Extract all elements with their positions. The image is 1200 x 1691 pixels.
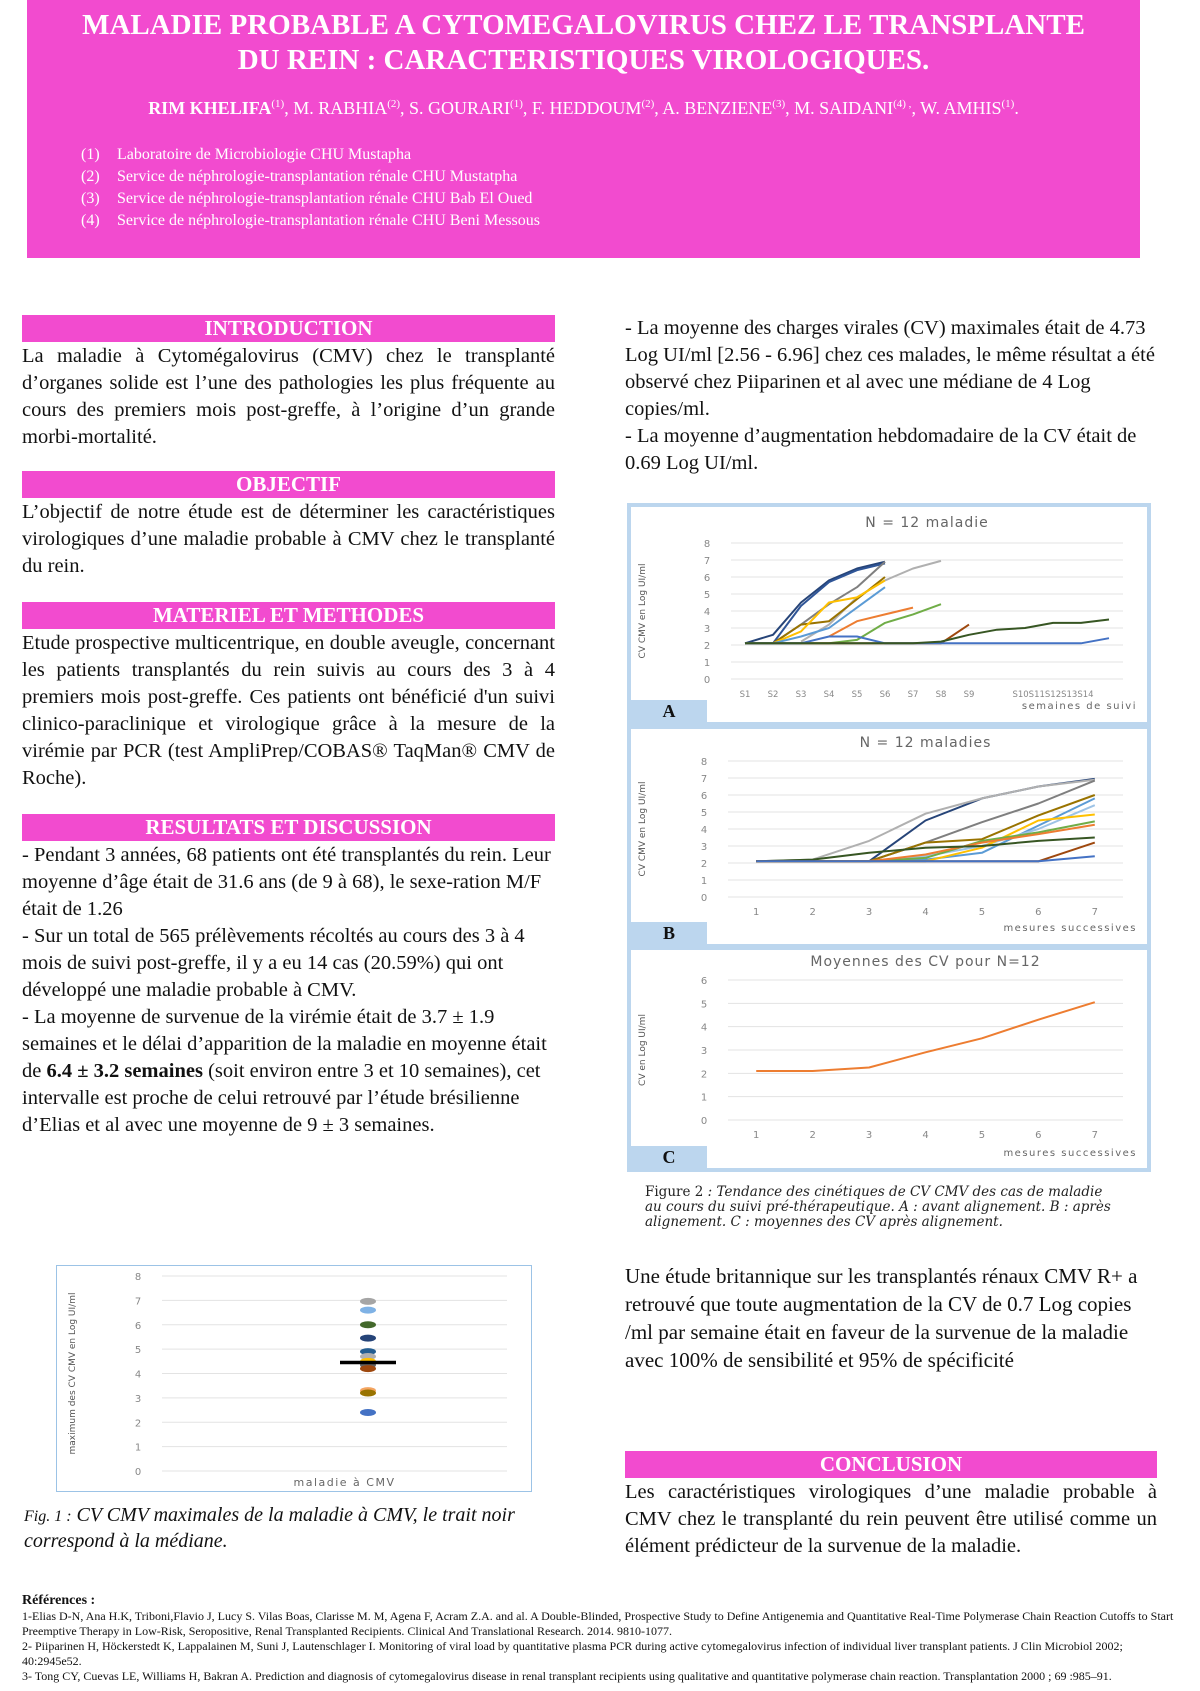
x-tick-label: S8 xyxy=(935,690,947,700)
affiliation-list xyxy=(81,144,540,232)
reference-item: 2- Piiparinen H, Höckerstedt K, Lappalainen M, Suni J, Lautenschlager I. Monitoring of viral load by quantitative plasma PCR during active cytomegalovirus infection of individual liver transplant patients. J Clin Microbiol 2002; 40:2945e52. xyxy=(22,1639,1123,1668)
y-axis-label: maximum des CV CMV en Log UI/ml xyxy=(68,1292,78,1455)
y-tick-label: 8 xyxy=(134,1272,142,1283)
resultats-paragraph-1: - Pendant 3 années, 68 patients ont été transplantés du rein. Leur moyenne d’âge était de 31.6 ans (de 9 à 68), le sexe-ration M/F était de 1.26 xyxy=(22,844,551,920)
x-tick-label: S3 xyxy=(795,690,807,700)
section-heading-methodes: MATERIEL ET METHODES xyxy=(22,602,555,629)
x-tick-label: S5 xyxy=(851,690,863,700)
x-tick-label: 2 xyxy=(809,907,816,918)
y-tick-label: 6 xyxy=(134,1320,142,1332)
chart-title: N = 12 maladies xyxy=(859,735,992,751)
author-name: RIM KHELIFA xyxy=(148,98,272,118)
x-tick-label: S6 xyxy=(879,690,891,700)
y-tick-label: 5 xyxy=(700,808,708,819)
right-column-bottom xyxy=(625,1262,1155,1374)
y-tick-label: 1 xyxy=(700,1092,708,1104)
introduction-text: La maladie à Cytomégalovirus (CMV) chez le transplanté d’organes solide est l’une des pathologies les plus fréquente au cours des premiers mois post-greffe, à l’origine d’un grande morbi-mortalité. xyxy=(22,345,555,448)
figure-2-caption-text: : Tendance des cinétiques de CV CMV des cas de maladie au cours du suivi pré-thérapeutique. A : avant alignement. B : après alignement. C : moyennes des CV après alignement. xyxy=(645,1184,1111,1230)
x-tick-label: 1 xyxy=(753,1130,760,1141)
chart-title: Moyennes des CV pour N=12 xyxy=(810,954,1041,970)
figure-1-caption-label: Fig. 1 : xyxy=(24,1508,72,1525)
y-tick-label: 7 xyxy=(700,774,708,785)
y-tick-label: 3 xyxy=(700,842,708,853)
affiliation-number: (4) xyxy=(81,212,100,229)
y-tick-label: 6 xyxy=(700,976,708,987)
figure-2-panel-c xyxy=(627,946,1151,1172)
reference-item: 1-Elias D-N, Ana H.K, Triboni,Flavio J, Lucy S. Vilas Boas, Clarisse M. M, Agena F, Acram Z.A. and al. A Double-Blinded, Prospective Study to Define Antigenemia and Quantitative Real-Time Polymerase Chain Reaction Cutoffs to Start Preemptive Therapy in Low-Risk, Seropositive, Renal Transplanted Recipients. Clinical And Translational Research. 2014. 9810-1077. xyxy=(22,1609,1174,1638)
resultats-right-paragraph-1: - La moyenne des charges virales (CV) maximales était de 4.73 Log UI/ml [2.56 - 6.96] chez ces malades, le même résultat a été observé chez Piiparinen et al avec une médiane de 4 Log copies/ml. xyxy=(625,317,1155,420)
data-point xyxy=(360,1365,376,1372)
title-line-2: DU REIN : CARACTERISTIQUES VIROLOGIQUES. xyxy=(237,44,930,76)
x-axis-label: mesures successives xyxy=(1003,1148,1137,1159)
reference-item: 3- Tong CY, Cuevas LE, Williams H, Bakran A. Prediction and diagnosis of cytomegalovirus disease in renal transplant recipients using qualitative and quantitative polymerase chain reaction. Transplantation 2000 ; 69 :985–91. xyxy=(22,1669,1112,1683)
x-tick-label: 3 xyxy=(865,907,873,918)
author-affiliation-marker: (1) xyxy=(510,98,523,110)
y-tick-label: 1 xyxy=(703,658,711,669)
section-heading-introduction: INTRODUCTION xyxy=(22,315,555,342)
author-affiliation-marker: (2) xyxy=(641,98,655,110)
y-tick-label: 8 xyxy=(700,757,708,768)
panel-label-a: A xyxy=(631,700,707,722)
x-tick-label: 5 xyxy=(978,1130,986,1141)
figure-1-caption-text: CV CMV maximales de la maladie à CMV, le trait noir correspond à la médiane. xyxy=(24,1504,515,1552)
y-tick-label: 8 xyxy=(703,539,711,550)
y-tick-label: 0 xyxy=(134,1467,142,1478)
affiliation-number: (3) xyxy=(81,190,100,207)
x-axis-label: semaines de suivi xyxy=(1021,701,1137,712)
affiliation-text: Laboratoire de Microbiologie CHU Mustapha xyxy=(117,146,412,163)
references xyxy=(22,1593,1182,1684)
x-axis-label: mesures successives xyxy=(1003,923,1137,934)
author-name: M. RABHIA xyxy=(293,98,388,118)
y-tick-label: 6 xyxy=(700,791,708,802)
x-tick-label: S10S11S12S13S14 xyxy=(1012,690,1094,700)
x-tick-label: S4 xyxy=(823,690,835,700)
author-name: W. AMHIS xyxy=(920,98,1002,118)
resultats-p3-end: (soit environ entre 3 et 10 semaines), cet intervalle est proche de celui retrouvé par l’étude brésilienne d’Elias et al avec une moyenne de 9 ± 3 semaines. xyxy=(22,1060,541,1136)
x-tick-label: 7 xyxy=(1091,1130,1098,1141)
panel-label-c: C xyxy=(631,1146,707,1168)
y-tick-label: 2 xyxy=(700,1069,708,1081)
section-heading-conclusion: CONCLUSION xyxy=(625,1451,1157,1478)
affiliation-number: (1) xyxy=(81,146,100,163)
author-name: M. SAIDANI xyxy=(794,98,894,118)
data-point xyxy=(360,1390,376,1397)
x-tick-label: 6 xyxy=(1035,1130,1042,1141)
x-tick-label: 2 xyxy=(809,1130,816,1141)
resultats-p3-bold: 6.4 ± 3.2 semaines xyxy=(46,1060,203,1082)
y-tick-label: 3 xyxy=(134,1393,142,1405)
x-tick-label: 4 xyxy=(922,907,929,918)
series-line xyxy=(756,795,1095,861)
y-tick-label: 3 xyxy=(700,1046,708,1057)
x-tick-label: S9 xyxy=(963,690,975,700)
poster-title xyxy=(27,8,1140,78)
figure-1-caption xyxy=(24,1503,544,1554)
y-tick-label: 1 xyxy=(700,876,708,887)
y-tick-label: 2 xyxy=(703,641,711,652)
title-line-1: MALADIE PROBABLE A CYTOMEGALOVIRUS CHEZ LE TRANSPLANTE xyxy=(82,9,1085,41)
y-tick-label: 7 xyxy=(134,1296,142,1308)
figure-2-panel-a xyxy=(627,503,1151,726)
y-tick-label: 4 xyxy=(703,607,711,618)
x-axis-label: maladie à CMV xyxy=(293,1476,396,1489)
x-tick-label: S7 xyxy=(907,690,919,700)
y-tick-label: 6 xyxy=(703,573,711,584)
series-line xyxy=(756,1002,1095,1071)
y-tick-label: 2 xyxy=(700,859,708,870)
x-tick-label: 3 xyxy=(865,1130,873,1141)
series-line xyxy=(756,798,1095,861)
poster-header xyxy=(27,0,1140,258)
author-affiliation-marker: (2) xyxy=(387,98,401,110)
figure-2a-svg xyxy=(631,507,1147,722)
figure-2c-svg xyxy=(631,950,1147,1168)
chart-title: N = 12 maladie xyxy=(865,515,989,531)
y-tick-label: 4 xyxy=(134,1369,142,1381)
left-column xyxy=(22,315,555,1139)
y-tick-label: 5 xyxy=(700,999,708,1011)
author-list: RIM KHELIFA$^{(1)}$, M. RABHIA$^{(2)}$, S. GOURARI$^{(1)}$, F. HEDDOUM$^{(2)}$, A. BENZIENE$^{(3)}$, M. $SAIDANI^{(4) ,}$, W. AMHIS$^{(1)}$. xyxy=(148,98,1019,118)
resultats-right-paragraph-3: Une étude britannique sur les transplantés rénaux CMV R+ a retrouvé que toute augmentation de la CV de 0.7 Log copies /ml par semaine était en faveur de la survenue de la maladie avec 100% de sensibilité et 95% de spécificité xyxy=(625,1264,1138,1372)
affiliation-item xyxy=(81,166,540,188)
y-tick-label: 3 xyxy=(703,624,711,635)
author-name: F. HEDDOUM xyxy=(531,98,642,118)
affiliation-text: Service de néphrologie-transplantation rénale CHU Mustatpha xyxy=(117,168,518,185)
affiliation-text: Service de néphrologie-transplantation rénale CHU Beni Messous xyxy=(117,212,540,229)
affiliation-item xyxy=(81,210,540,232)
x-tick-label: S1 xyxy=(739,690,751,700)
data-point xyxy=(360,1298,376,1305)
data-point xyxy=(360,1321,376,1328)
section-heading-objectif: OBJECTIF xyxy=(22,471,555,498)
conclusion-text: Les caractéristiques virologiques d’une maladie probable à CMV chez le transplanté du rein peuvent être utilisé comme un élément prédicteur de la survenue de la maladie. xyxy=(625,1481,1157,1557)
author-name: S. GOURARI xyxy=(409,98,511,118)
data-point xyxy=(360,1335,376,1342)
figure-1-svg xyxy=(57,1266,531,1491)
section-heading-resultats: RESULTATS ET DISCUSSION xyxy=(22,814,555,841)
y-tick-label: 7 xyxy=(703,556,711,567)
data-point xyxy=(360,1409,376,1416)
figure-2-panel-b xyxy=(627,725,1151,948)
affiliation-item xyxy=(81,188,540,210)
author-affiliation-marker: (1) xyxy=(1001,98,1015,110)
data-point xyxy=(360,1307,376,1314)
y-tick-label: 2 xyxy=(134,1418,142,1430)
figure-2b-svg xyxy=(631,729,1147,944)
y-tick-label: 4 xyxy=(700,1022,708,1034)
objectif-text: L’objectif de notre étude est de déterminer les caractéristiques virologiques d’une maladie probable à CMV chez le transplanté du rein. xyxy=(22,501,555,577)
y-axis-label: CV CMV en Log UI/ml xyxy=(638,781,648,877)
y-tick-label: 0 xyxy=(700,1116,708,1127)
resultats-p3-start: - La moyenne de survenue de la virémie était de 3.7 ± 1.9 semaines et le délai d’apparition de la maladie en moyenne était de xyxy=(22,1006,547,1082)
panel-label-b: B xyxy=(631,922,707,944)
x-tick-label: 4 xyxy=(922,1130,929,1141)
y-tick-label: 1 xyxy=(134,1442,142,1454)
y-axis-label: CV en Log UI/ml xyxy=(638,1014,648,1086)
figure-1-chart xyxy=(56,1265,532,1492)
y-tick-label: 0 xyxy=(700,893,708,904)
methodes-text: Etude prospective multicentrique, en double aveugle, concernant les patients transplantés du rein suivis au cours des 3 à 4 premiers mois post-greffe. Ces patients ont bénéficié d'un suivi clinico-paraclinique et virologique grâce à la mesure de la virémie par PCR (test AmpliPrep/COBAS® TaqMan® CMV de Roche). xyxy=(22,632,555,789)
x-tick-label: 6 xyxy=(1035,907,1042,918)
y-tick-label: 5 xyxy=(703,590,711,601)
affiliation-number: (2) xyxy=(81,168,100,185)
x-tick-label: 5 xyxy=(978,907,986,918)
conclusion-section xyxy=(625,1451,1157,1560)
figure-2-caption xyxy=(645,1185,1115,1230)
x-tick-label: S2 xyxy=(767,690,779,700)
y-tick-label: 0 xyxy=(703,675,711,686)
resultats-paragraph-2: - Sur un total de 565 prélèvements récoltés au cours des 3 à 4 mois de suivi post-greffe, il y a eu 14 cas (20.59%) qui ont développé une maladie probable à CMV. xyxy=(22,925,525,1001)
resultats-paragraph-3 xyxy=(22,1004,555,1139)
author-affiliation-marker: (3) xyxy=(772,98,786,110)
affiliation-item xyxy=(81,144,540,166)
y-tick-label: 4 xyxy=(700,825,708,836)
resultats-right-paragraph-2: - La moyenne d’augmentation hebdomadaire de la CV était de 0.69 Log UI/ml. xyxy=(625,425,1137,474)
y-tick-label: 5 xyxy=(134,1345,142,1357)
author-name: A. BENZIENE xyxy=(662,98,773,118)
author-affiliation-marker: (1) xyxy=(271,98,285,110)
figure-2-caption-label: Figure 2 xyxy=(645,1184,704,1200)
right-column-top xyxy=(625,315,1155,477)
y-axis-label: CV CMV en Log UI/ml xyxy=(638,563,648,659)
affiliation-text: Service de néphrologie-transplantation rénale CHU Bab El Oued xyxy=(117,190,533,207)
x-tick-label: 7 xyxy=(1091,907,1098,918)
author-affiliation-marker: (4) , xyxy=(893,98,912,110)
x-tick-label: 1 xyxy=(753,907,760,918)
references-title: Références : xyxy=(22,1593,96,1608)
